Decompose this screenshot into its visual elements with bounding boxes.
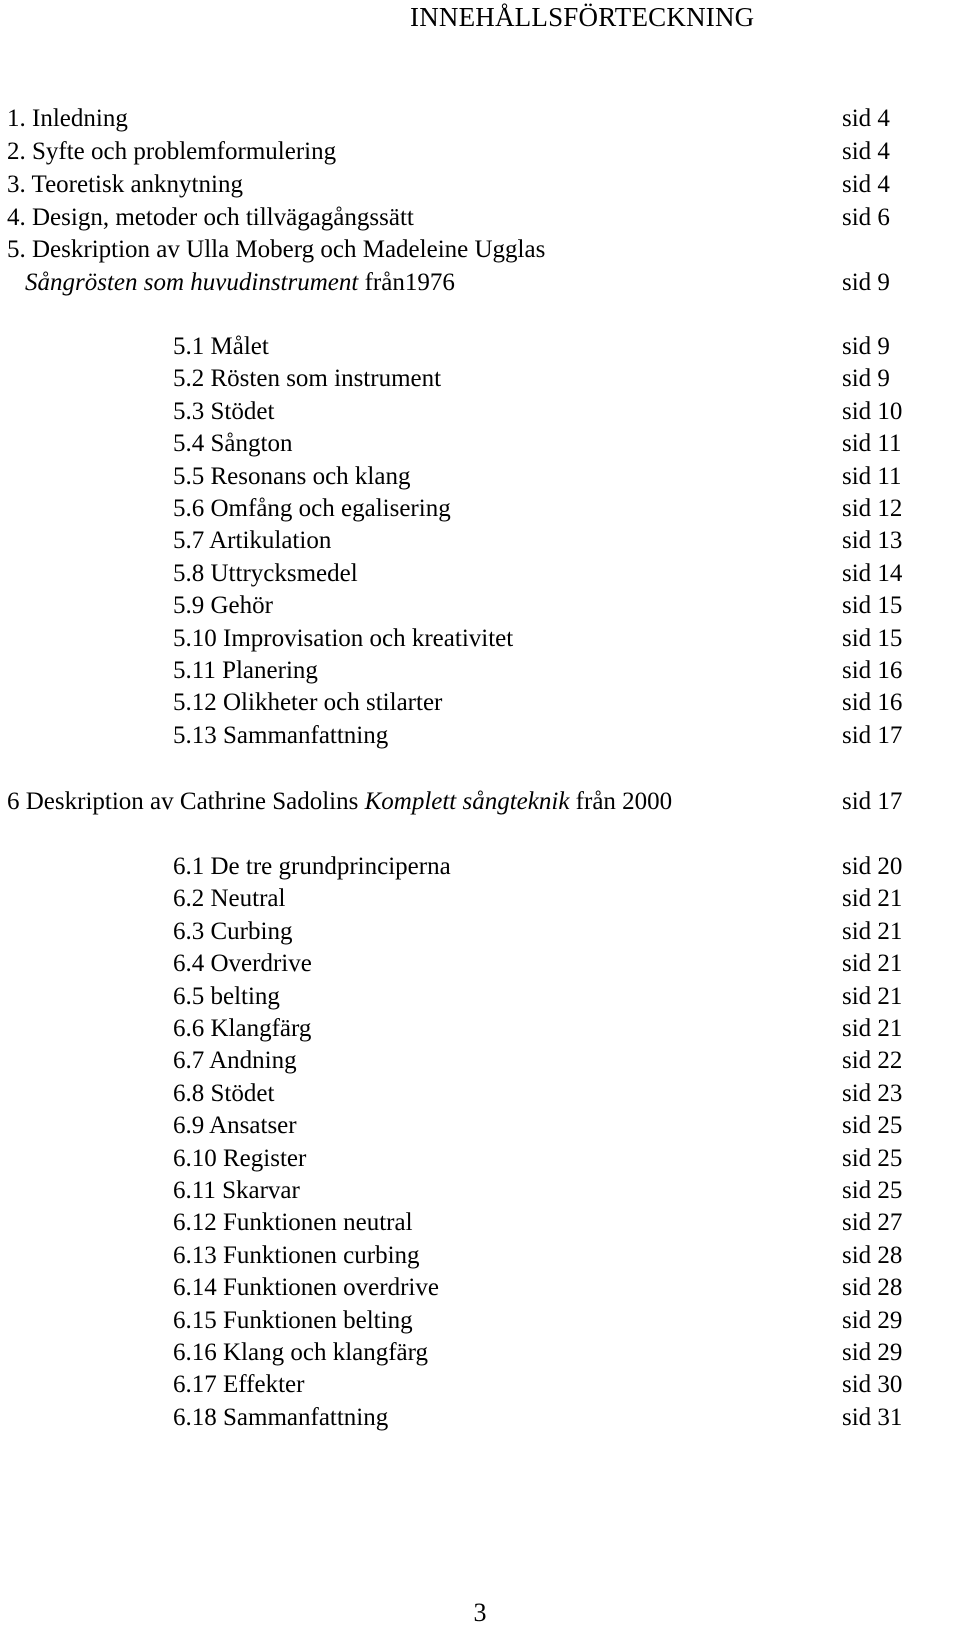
toc-entry-label: 6.17 Effekter bbox=[173, 1371, 305, 1399]
toc-entry-label: 5.12 Olikheter och stilarter bbox=[173, 689, 443, 717]
year-text: från1976 bbox=[358, 269, 455, 296]
toc-entry-page: sid 16 bbox=[842, 657, 903, 684]
toc-entry-label: 5.5 Resonans och klang bbox=[173, 462, 411, 490]
toc-entry-label: 6.6 Klangfärg bbox=[173, 1015, 312, 1042]
toc-entry-label: 2. Syfte och problemformulering bbox=[7, 138, 337, 165]
toc-entry-page: sid 21 bbox=[842, 982, 903, 1010]
toc-entry-page: sid 21 bbox=[842, 885, 903, 913]
toc-entry-label: 5.11 Planering bbox=[173, 657, 318, 684]
toc-entry-page: sid 9 bbox=[842, 333, 890, 360]
toc-entry-page: sid 21 bbox=[842, 1015, 903, 1042]
toc-entry-label: 6.12 Funktionen neutral bbox=[173, 1209, 413, 1237]
toc-entry-label: 3. Teoretisk anknytning bbox=[7, 171, 243, 198]
toc-entry-label: 5.1 Målet bbox=[173, 333, 269, 360]
toc-entry-label: 6.11 Skarvar bbox=[173, 1177, 300, 1204]
toc-entry-page: sid 12 bbox=[842, 495, 903, 522]
toc-entry-label: 6.3 Curbing bbox=[173, 917, 293, 945]
toc-entry-page: sid 9 bbox=[842, 365, 890, 393]
book-title: Komplett sångteknik bbox=[364, 788, 570, 815]
toc-entry-label: 5.13 Sammanfattning bbox=[173, 721, 389, 749]
toc-entry-page: sid 28 bbox=[842, 1241, 903, 1269]
toc-entry-label: 5.8 Uttrycksmedel bbox=[173, 559, 358, 587]
toc-entry-page: sid 25 bbox=[842, 1177, 903, 1204]
toc-entry-label: 6.8 Stödet bbox=[173, 1079, 275, 1107]
toc-entry-label: 5.9 Gehör bbox=[173, 592, 273, 620]
toc-entry-label: 6.4 Overdrive bbox=[173, 950, 312, 978]
toc-entry-label bbox=[25, 266, 455, 300]
toc-entry-label: 6.16 Klang och klangfärg bbox=[173, 1339, 429, 1366]
toc-entry-page: sid 25 bbox=[842, 1144, 903, 1172]
toc-entry-page: sid 27 bbox=[842, 1209, 903, 1237]
toc-entry-page: sid 6 bbox=[842, 204, 890, 231]
toc-entry-label: 5.6 Omfång och egalisering bbox=[173, 495, 451, 522]
toc-entry-page: sid 9 bbox=[842, 269, 890, 296]
toc-entry-label: 6.5 belting bbox=[173, 982, 280, 1010]
toc-entry-page: sid 4 bbox=[842, 138, 890, 165]
toc-entry-label: 6.18 Sammanfattning bbox=[173, 1403, 389, 1431]
toc-entry-label: 6.13 Funktionen curbing bbox=[173, 1241, 420, 1269]
toc-entry-label: 6.1 De tre grundprinciperna bbox=[173, 853, 451, 880]
toc-entry-label: 5.4 Sångton bbox=[173, 430, 293, 458]
toc-entry-label: 1. Inledning bbox=[7, 105, 128, 132]
toc-entry-label: 6.10 Register bbox=[173, 1144, 307, 1172]
toc-entry-label: 5.3 Stödet bbox=[173, 397, 275, 425]
heading-text: 6 Deskription av Cathrine Sadolins bbox=[7, 788, 365, 815]
toc-entry-label bbox=[7, 785, 672, 819]
toc-entry-page: sid 14 bbox=[842, 559, 903, 587]
toc-entry-label: 4. Design, metoder och tillvägagångssätt bbox=[7, 204, 414, 231]
toc-entry-page: sid 20 bbox=[842, 853, 903, 880]
toc-entry-page: sid 25 bbox=[842, 1112, 903, 1140]
toc-entry-label: 6.9 Ansatser bbox=[173, 1112, 297, 1140]
toc-entry-page: sid 28 bbox=[842, 1274, 903, 1302]
page-number: 3 bbox=[473, 1598, 487, 1627]
document-title: INNEHÅLLSFÖRTECKNING bbox=[410, 2, 755, 32]
toc-entry-page: sid 11 bbox=[842, 462, 902, 490]
toc-entry-page: sid 22 bbox=[842, 1047, 903, 1075]
toc-entry-page: sid 29 bbox=[842, 1306, 903, 1334]
toc-entry-label: 6.14 Funktionen overdrive bbox=[173, 1274, 439, 1302]
toc-entry-page: sid 13 bbox=[842, 527, 903, 555]
toc-entry-page: sid 21 bbox=[842, 917, 903, 945]
toc-entry-page: sid 29 bbox=[842, 1339, 903, 1366]
toc-entry-page: sid 15 bbox=[842, 592, 903, 620]
toc-entry-page: sid 10 bbox=[842, 397, 903, 425]
book-title: Sångrösten som huvudinstrument bbox=[25, 269, 359, 296]
toc-entry-label: 6.15 Funktionen belting bbox=[173, 1306, 413, 1334]
toc-entry-page: sid 4 bbox=[842, 105, 890, 132]
toc-entry-page: sid 16 bbox=[842, 689, 903, 717]
toc-entry-page: sid 4 bbox=[842, 171, 890, 198]
toc-entry-label: 5.10 Improvisation och kreativitet bbox=[173, 624, 514, 652]
toc-entry-page: sid 11 bbox=[842, 430, 902, 458]
toc-entry-page: sid 17 bbox=[842, 788, 903, 815]
toc-entry-label: 5. Deskription av Ulla Moberg och Madeleine Ugglas bbox=[7, 236, 546, 263]
toc-entry-page: sid 30 bbox=[842, 1371, 903, 1399]
toc-entry-label: 5.7 Artikulation bbox=[173, 527, 332, 555]
toc-entry-page: sid 15 bbox=[842, 624, 903, 652]
toc-entry-page: sid 23 bbox=[842, 1079, 903, 1107]
toc-entry-page: sid 31 bbox=[842, 1403, 903, 1431]
toc-entry-label: 6.2 Neutral bbox=[173, 885, 286, 913]
toc-entry-page: sid 21 bbox=[842, 950, 903, 978]
toc-entry-page: sid 17 bbox=[842, 721, 903, 749]
toc-entry-label: 6.7 Andning bbox=[173, 1047, 297, 1075]
toc-entry-label: 5.2 Rösten som instrument bbox=[173, 365, 442, 393]
heading-text: från 2000 bbox=[569, 788, 673, 815]
